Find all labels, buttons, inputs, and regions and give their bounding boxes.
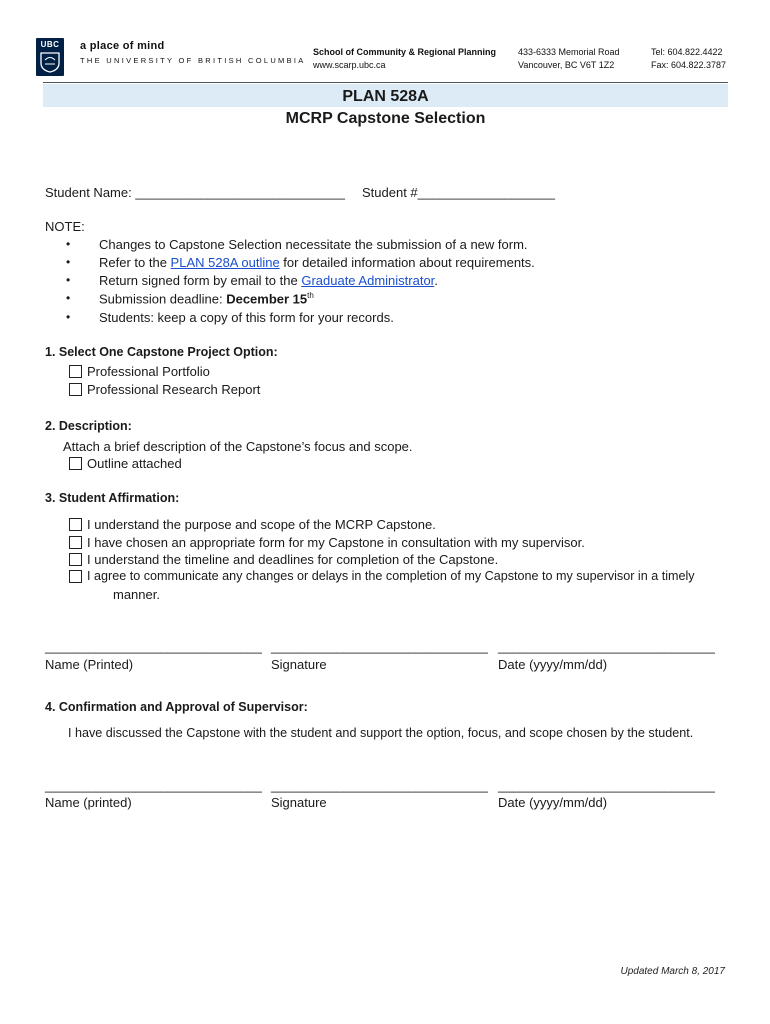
school-name: School of Community & Regional Planning bbox=[313, 47, 497, 57]
note-item-text: for detailed information about requirements. bbox=[279, 255, 535, 270]
supervisor-date-label: Date (yyyy/mm/dd) bbox=[498, 795, 608, 810]
research-report-option-label: Professional Research Report bbox=[87, 382, 261, 397]
section-2-heading: 2. Description: bbox=[45, 419, 132, 433]
signature-label: Signature bbox=[271, 657, 327, 672]
note-item-text: . bbox=[434, 273, 438, 288]
logo-text: UBC bbox=[40, 40, 60, 49]
affirmation-label-4: I agree to communicate any changes or delays in the completion of my Capstone to my supervisor in a timely bbox=[87, 569, 695, 583]
updated-date: Updated March 8, 2017 bbox=[620, 966, 725, 977]
name-printed-label: Name (Printed) bbox=[45, 657, 134, 672]
fax: Fax: 604.822.3787 bbox=[651, 60, 727, 70]
note-item: Students: keep a copy of this form for your records. bbox=[99, 310, 394, 325]
plan-528a-outline-link[interactable]: PLAN 528A outline bbox=[170, 255, 280, 270]
student-name-field[interactable]: Student Name: _____________________________ bbox=[45, 185, 345, 200]
signature-line[interactable]: ______________________________ bbox=[271, 639, 488, 654]
bullet-icon: • bbox=[66, 273, 71, 287]
portfolio-checkbox[interactable] bbox=[69, 365, 82, 378]
deadline-suffix: th bbox=[307, 291, 314, 300]
note-item: Changes to Capstone Selection necessitate the submission of a new form. bbox=[99, 237, 528, 252]
description-text: Attach a brief description of the Capstone’s focus and scope. bbox=[63, 439, 413, 454]
section-3-heading: 3. Student Affirmation: bbox=[45, 491, 180, 505]
bullet-icon: • bbox=[66, 255, 71, 269]
bullet-icon: • bbox=[66, 237, 71, 251]
note-item-text: Return signed form by email to the bbox=[99, 273, 302, 288]
outline-attached-checkbox[interactable] bbox=[69, 457, 82, 470]
supervisor-confirmation-text: I have discussed the Capstone with the student and support the option, focus, and scope chosen by the student. bbox=[68, 726, 694, 740]
date-label: Date (yyyy/mm/dd) bbox=[498, 657, 608, 672]
deadline-date: December 15 bbox=[226, 291, 308, 307]
affirmation-label-4-cont: manner. bbox=[113, 587, 160, 602]
section-1-heading: 1. Select One Capstone Project Option: bbox=[45, 345, 278, 359]
supervisor-name-line[interactable]: ______________________________ bbox=[45, 778, 262, 793]
university-name: THE UNIVERSITY OF BRITISH COLUMBIA bbox=[80, 56, 306, 65]
note-item-text: Refer to the bbox=[99, 255, 171, 270]
name-printed-line[interactable]: ______________________________ bbox=[45, 639, 262, 654]
affirmation-label-2: I have chosen an appropriate form for my Capstone in consultation with my supervisor. bbox=[87, 535, 585, 550]
supervisor-signature-label: Signature bbox=[271, 795, 327, 810]
crest-icon bbox=[39, 51, 61, 73]
address-line-1: 433-6333 Memorial Road bbox=[518, 47, 620, 57]
note-heading: NOTE: bbox=[45, 219, 85, 234]
header-divider bbox=[43, 82, 728, 83]
student-number-field[interactable]: Student #___________________ bbox=[362, 185, 556, 200]
affirmation-label-1: I understand the purpose and scope of the MCRP Capstone. bbox=[87, 517, 436, 532]
outline-attached-label: Outline attached bbox=[87, 456, 182, 471]
school-address bbox=[518, 46, 620, 72]
bullet-icon: • bbox=[66, 291, 71, 305]
research-report-checkbox[interactable] bbox=[69, 383, 82, 396]
supervisor-date-line[interactable]: ______________________________ bbox=[498, 778, 715, 793]
supervisor-signature-line[interactable]: ______________________________ bbox=[271, 778, 488, 793]
note-item bbox=[99, 273, 438, 288]
affirmation-checkbox-4[interactable] bbox=[69, 570, 82, 583]
form-subtitle: MCRP Capstone Selection bbox=[285, 110, 486, 127]
section-4-heading: 4. Confirmation and Approval of Supervisor: bbox=[45, 700, 308, 714]
affirmation-checkbox-3[interactable] bbox=[69, 553, 82, 566]
school-url: www.scarp.ubc.ca bbox=[313, 60, 386, 70]
school-phone bbox=[651, 46, 726, 72]
portfolio-option-label: Professional Portfolio bbox=[87, 364, 210, 379]
affirmation-label-3: I understand the timeline and deadlines for completion of the Capstone. bbox=[87, 552, 499, 567]
graduate-administrator-link[interactable]: Graduate Administrator bbox=[301, 273, 435, 288]
school-contact bbox=[313, 46, 496, 72]
ubc-crest-logo bbox=[36, 38, 64, 76]
note-item-text: Submission deadline: bbox=[99, 291, 227, 307]
bullet-icon: • bbox=[66, 310, 71, 324]
address-line-2: Vancouver, BC V6T 1Z2 bbox=[518, 60, 615, 70]
supervisor-name-label: Name (printed) bbox=[45, 795, 132, 810]
date-line[interactable]: ______________________________ bbox=[498, 639, 715, 654]
telephone: Tel: 604.822.4422 bbox=[651, 47, 723, 57]
note-item bbox=[99, 291, 314, 306]
note-item bbox=[99, 255, 535, 270]
tagline: a place of mind bbox=[80, 40, 165, 52]
form-title: PLAN 528A bbox=[342, 88, 429, 105]
affirmation-checkbox-1[interactable] bbox=[69, 518, 82, 531]
affirmation-checkbox-2[interactable] bbox=[69, 536, 82, 549]
